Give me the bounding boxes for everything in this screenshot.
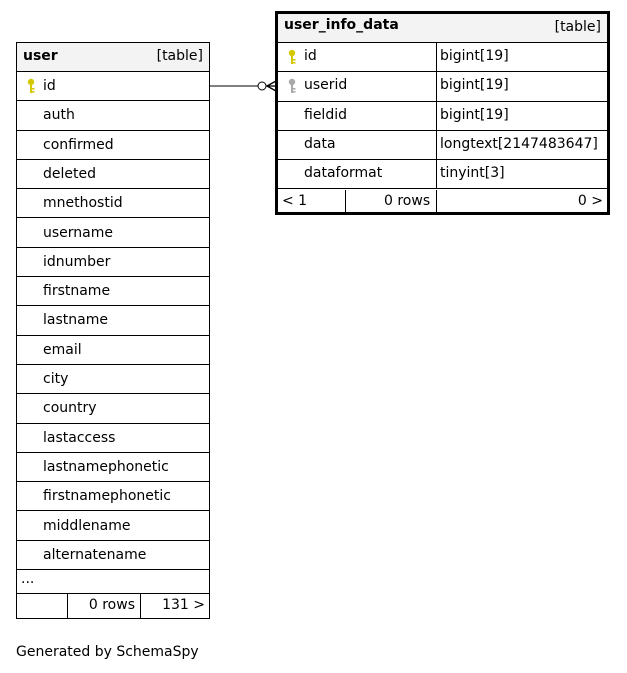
column-row-userid[interactable] xyxy=(278,72,607,101)
column-divider xyxy=(436,160,437,188)
column-name: mnethostid xyxy=(43,195,123,212)
column-name: userid xyxy=(304,77,348,94)
table-header xyxy=(278,14,607,43)
column-divider xyxy=(436,43,437,71)
column-row-middlename[interactable] xyxy=(17,512,209,541)
column-name: deleted xyxy=(43,165,96,182)
more-columns-indicator[interactable] xyxy=(17,570,209,594)
table-name[interactable]: user xyxy=(23,48,58,64)
table-kind-label: [table] xyxy=(554,19,601,35)
column-name: username xyxy=(43,224,113,241)
generated-by-note: Generated by SchemaSpy xyxy=(16,644,199,660)
column-type: bigint[19] xyxy=(440,77,509,94)
column-divider xyxy=(436,131,437,159)
table-header xyxy=(17,43,209,72)
column-name: data xyxy=(304,135,336,152)
column-divider xyxy=(436,72,437,100)
footer-divider xyxy=(67,594,68,618)
column-name: auth xyxy=(43,107,75,124)
column-row-confirmed[interactable] xyxy=(17,131,209,160)
row-count: 0 rows xyxy=(88,597,135,614)
children-count[interactable]: 0 > xyxy=(577,192,603,209)
column-row-email[interactable] xyxy=(17,336,209,365)
column-row-id[interactable] xyxy=(17,72,209,101)
column-type: tinyint[3] xyxy=(440,165,505,182)
footer-divider xyxy=(345,190,346,213)
primary-key-icon xyxy=(286,48,298,66)
more-columns-text: ... xyxy=(21,571,35,588)
column-name: dataformat xyxy=(304,165,383,182)
column-row-lastaccess[interactable] xyxy=(17,424,209,453)
user-info-data-table[interactable] xyxy=(275,11,610,215)
table-footer xyxy=(278,190,607,213)
column-row-auth[interactable] xyxy=(17,101,209,130)
column-row-lastname[interactable] xyxy=(17,306,209,335)
column-row-username[interactable] xyxy=(17,219,209,248)
column-type: longtext[2147483647] xyxy=(440,135,598,152)
children-count[interactable]: 131 > xyxy=(162,597,205,614)
column-name: lastnamephonetic xyxy=(43,458,169,475)
column-row-country[interactable] xyxy=(17,394,209,423)
column-row-firstnamephonetic[interactable] xyxy=(17,482,209,511)
column-name: lastname xyxy=(43,312,108,329)
column-name: middlename xyxy=(43,517,131,534)
column-row-deleted[interactable] xyxy=(17,160,209,189)
table-footer xyxy=(17,594,209,618)
column-name: fieldid xyxy=(304,106,347,123)
column-type: bigint[19] xyxy=(440,106,509,123)
footer-divider xyxy=(140,594,141,618)
column-name: lastaccess xyxy=(43,429,116,446)
footer-divider xyxy=(436,190,437,213)
column-name: email xyxy=(43,341,82,358)
column-row-alternatename[interactable] xyxy=(17,541,209,570)
column-row-fieldid[interactable] xyxy=(278,102,607,131)
column-row-data[interactable] xyxy=(278,131,607,160)
foreign-key-icon xyxy=(286,77,298,95)
column-row-id[interactable] xyxy=(278,43,607,72)
column-type: bigint[19] xyxy=(440,48,509,64)
column-name: firstname xyxy=(43,283,111,300)
column-name: id xyxy=(304,48,317,64)
column-row-idnumber[interactable] xyxy=(17,248,209,277)
column-name: alternatename xyxy=(43,546,147,563)
column-name: idnumber xyxy=(43,253,111,270)
zero-optional-marker xyxy=(258,82,266,90)
column-row-mnethostid[interactable] xyxy=(17,189,209,218)
user-table[interactable] xyxy=(16,42,210,619)
column-row-dataformat[interactable] xyxy=(278,160,607,189)
table-kind-label: [table] xyxy=(156,48,203,64)
parents-count[interactable]: < 1 xyxy=(282,192,308,209)
row-count: 0 rows xyxy=(384,192,431,209)
primary-key-icon xyxy=(25,77,37,95)
column-divider xyxy=(436,102,437,130)
column-name: id xyxy=(43,78,56,94)
column-row-firstname[interactable] xyxy=(17,277,209,306)
column-row-lastnamephonetic[interactable] xyxy=(17,453,209,482)
table-name[interactable]: user_info_data xyxy=(284,17,399,33)
column-name: firstnamephonetic xyxy=(43,488,171,505)
column-name: city xyxy=(43,371,69,387)
column-name: confirmed xyxy=(43,136,114,153)
column-name: country xyxy=(43,400,97,417)
column-row-city[interactable] xyxy=(17,365,209,394)
